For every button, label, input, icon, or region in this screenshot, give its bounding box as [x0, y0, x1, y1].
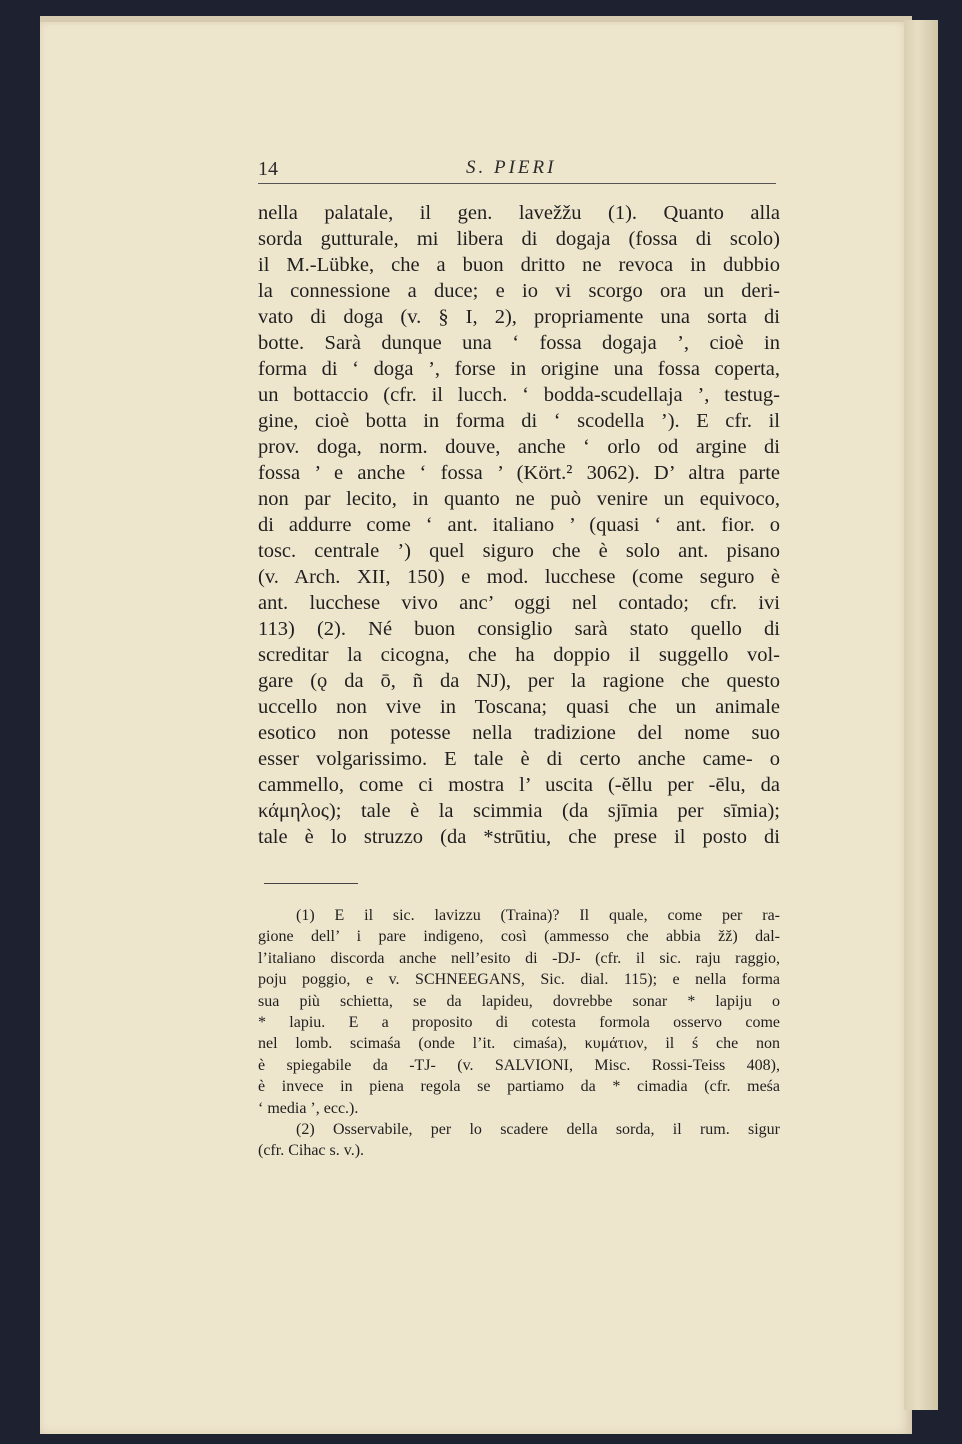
- footnote-line: l’italiano discorda anche nell’esito di -DJ- (cfr. il sic. raju raggio,: [258, 949, 780, 967]
- text-line: ant. lucchese vivo anc’ oggi nel contado; cfr. ivi: [258, 592, 780, 614]
- text-line: vato di doga (v. § I, 2), propriamente una sorta di: [258, 306, 780, 328]
- text-line: gine, cioè botta in forma di ‘ scodella ’). E cfr. il: [258, 410, 780, 432]
- text-line: non par lecito, in quanto ne può venire un equivoco,: [258, 488, 780, 510]
- text-line: sorda gutturale, mi libera di dogaja (fossa di scolo): [258, 228, 780, 250]
- page-number: 14: [258, 158, 278, 180]
- text-line: cammello, come ci mostra l’ uscita (-ĕllu per -ēlu, da: [258, 774, 780, 796]
- text-line: tosc. centrale ’) quel siguro che è solo ant. pisano: [258, 540, 780, 562]
- footnote-line: gione dell’ i pare indigeno, così (ammesso che abbia žž) dal-: [258, 928, 780, 946]
- text-line: botte. Sarà dunque una ‘ fossa dogaja ’, cioè in: [258, 332, 780, 354]
- text-line: forma di ‘ doga ’, forse in origine una fossa coperta,: [258, 358, 780, 380]
- footnote-line: è spiegabile da -TJ- (v. SALVIONI, Misc. Rossi-Teiss 408),: [258, 1056, 780, 1074]
- footnote-rule: [264, 883, 358, 884]
- text-line: esotico non potesse nella tradizione del nome suo: [258, 722, 780, 744]
- text-line: tale è lo struzzo (da *strūtiu, che prese il posto di: [258, 826, 780, 848]
- footnote-line: ‘ media ’, ecc.).: [258, 1099, 359, 1117]
- footnote-line: sua più schietta, se da lapideu, dovrebbe sonar * lapiju o: [258, 992, 780, 1010]
- footnote-line: (2) Osservabile, per lo scadere della sorda, il rum. sigur: [296, 1121, 780, 1139]
- text-line: screditar la cicogna, che ha doppio il suggello vol-: [258, 644, 780, 666]
- text-line: esser volgarissimo. E tale è di certo anche came- o: [258, 748, 780, 770]
- text-line: nella palatale, il gen. lavežžu (1). Quanto alla: [258, 202, 780, 224]
- text-line: un bottaccio (cfr. il lucch. ‘ bodda-scudellaja ’, testug-: [258, 384, 780, 406]
- text-line: il M.-Lübke, che a buon dritto ne revoca in dubbio: [258, 254, 780, 276]
- footnote-line: poju poggio, e v. SCHNEEGANS, Sic. dial. 115); e nella forma: [258, 971, 780, 989]
- text-line: di addurre come ‘ ant. italiano ’ (quasi ‘ ant. fior. o: [258, 514, 780, 536]
- text-line: (v. Arch. XII, 150) e mod. lucchese (come seguro è: [258, 566, 780, 588]
- text-line: prov. doga, norm. douve, anche ‘ orlo od argine di: [258, 436, 780, 458]
- text-line: fossa ’ e anche ‘ fossa ’ (Kört.² 3062). D’ altra parte: [258, 462, 780, 484]
- text-line: uccello non vive in Toscana; quasi che un animale: [258, 696, 780, 718]
- footnote-line: è invece in piena regola se partiamo da * cimadia (cfr. meśa: [258, 1078, 780, 1096]
- footnotes: [258, 905, 780, 1162]
- footnote-line: nel lomb. scimaśa (onde l’it. cimaśa), κυμάτιον, il ś che non: [258, 1035, 780, 1053]
- footnote-line: (cfr. Cihac s. v.).: [258, 1142, 365, 1160]
- main-text: [258, 200, 780, 850]
- footnote-line: (1) E il sic. lavizzu (Traina)? Il quale, come per ra-: [296, 907, 780, 924]
- running-head: S. PIERI: [466, 157, 557, 178]
- text-line: κάμηλος); tale è la scimmia (da sjīmia per sīmia);: [258, 800, 780, 822]
- footnote-line: * lapiu. E a proposito di cotesta formola osservo come: [258, 1014, 780, 1032]
- header-rule: [258, 183, 776, 184]
- text-line: la connessione a duce; e io vi scorgo ora un deri-: [258, 280, 780, 302]
- text-line: gare (ǫ da ō, ñ da NJ), per la ragione che questo: [258, 670, 780, 692]
- next-page-edge: [904, 20, 938, 1410]
- page-top-edge: [40, 16, 912, 22]
- text-line: 113) (2). Né buon consiglio sarà stato quello di: [258, 618, 780, 640]
